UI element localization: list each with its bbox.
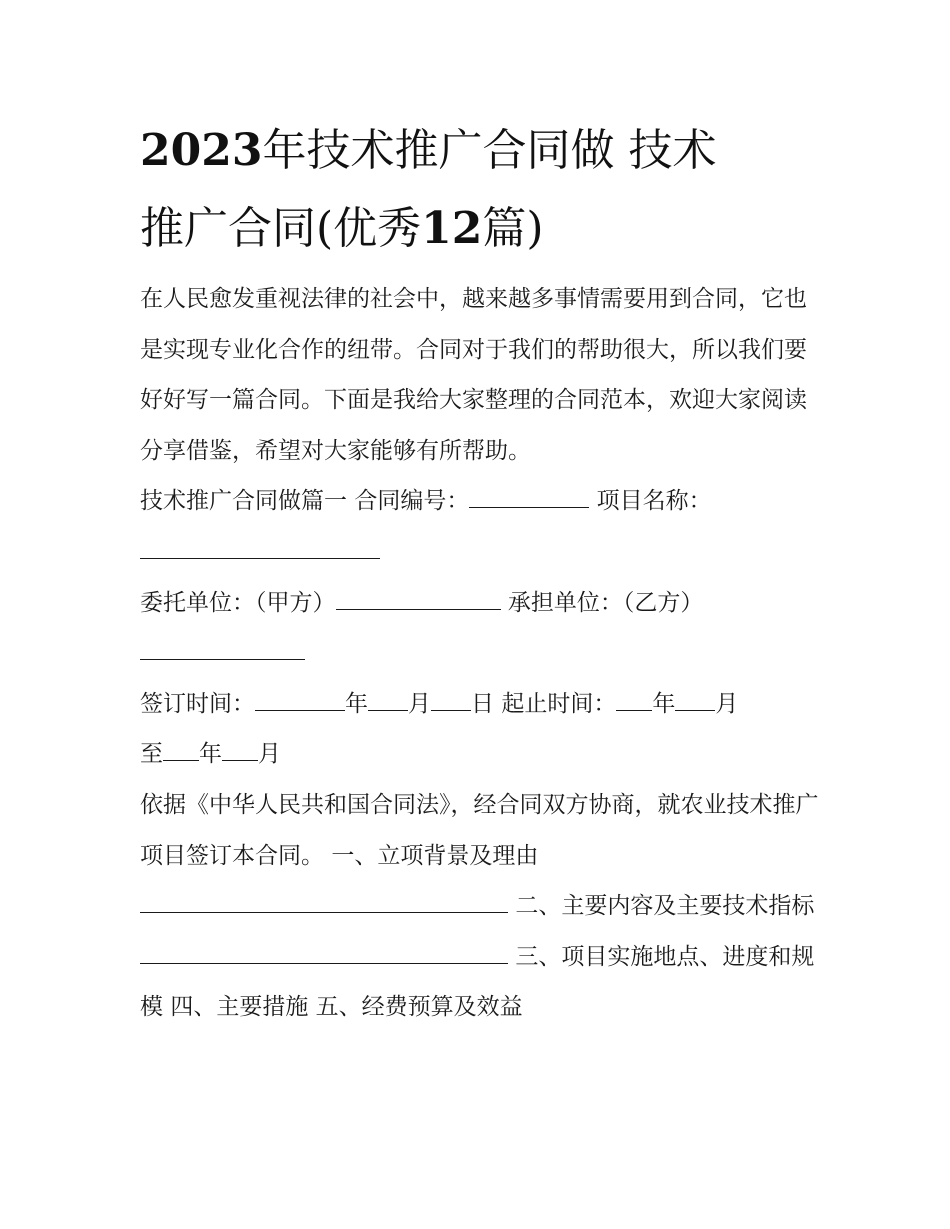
basis-paragraph	[140, 780, 820, 932]
signing-day-unit: 日	[471, 690, 494, 717]
end-month-blank[interactable]	[222, 740, 258, 761]
section-3-heading: 三、项目实施地点、进度和规模	[140, 943, 815, 1021]
signing-year-blank[interactable]	[255, 690, 345, 711]
section-2-heading: 二、主要内容及主要技术指标	[515, 893, 815, 920]
sections-paragraph	[140, 932, 820, 1033]
title-count: 12	[421, 203, 483, 254]
project-name-blank[interactable]	[140, 538, 380, 559]
dates-paragraph	[140, 679, 820, 780]
title-line1-text: 年技术推广合同做 技术	[262, 125, 717, 176]
title-year: 2023	[140, 125, 263, 176]
intro-paragraph: 在人民愈发重视法律的社会中，越来越多事情需要用到合同，它也是实现专业化合作的纽带。合同对于我们的帮助很大，所以我们要好好写一篇合同。下面是我给大家整理的合同范本，欢迎大家阅读分享借鉴，希望对大家能够有所帮助。	[140, 286, 807, 464]
to-label: 至	[140, 741, 163, 768]
start-month-blank[interactable]	[675, 690, 715, 711]
contract-number-label: 合同编号：	[354, 488, 470, 515]
start-year-unit: 年	[652, 690, 676, 717]
document-title	[140, 112, 820, 268]
contract-header-paragraph	[140, 476, 820, 577]
signing-year-unit: 年	[345, 690, 368, 717]
title-line2-text: 推广合同(优秀	[140, 203, 422, 254]
document-body	[140, 274, 820, 1033]
section-2-blank[interactable]	[140, 943, 508, 964]
section-5-heading: 五、经费预算及效益	[315, 994, 523, 1021]
end-year-unit: 年	[199, 741, 222, 768]
parties-paragraph	[140, 578, 820, 679]
project-name-label: 项目名称：	[596, 488, 712, 515]
client-label: 委托单位：（甲方）	[140, 589, 336, 616]
signing-month-blank[interactable]	[368, 690, 408, 711]
period-label: 起止时间：	[501, 690, 617, 717]
section-1-blank[interactable]	[140, 892, 508, 913]
contract-heading: 技术推广合同做篇一	[140, 488, 347, 515]
section-4-heading: 四、主要措施	[170, 994, 309, 1021]
title-line2-end: 篇)	[482, 203, 544, 254]
signing-day-blank[interactable]	[431, 690, 471, 711]
section-1-heading: 一、立项背景及理由	[331, 842, 539, 869]
client-blank[interactable]	[336, 589, 501, 610]
contract-number-blank[interactable]	[469, 487, 589, 508]
basis-text: 依据《中华人民共和国合同法》，经合同双方协商，就农业技术推广项目签订本合同。	[140, 791, 819, 869]
contractor-blank[interactable]	[140, 639, 305, 660]
end-month-unit: 月	[258, 741, 281, 768]
start-month-unit: 月	[715, 690, 739, 717]
signing-time-label: 签订时间：	[140, 690, 255, 717]
end-year-blank[interactable]	[163, 740, 199, 761]
contractor-label: 承担单位：（乙方）	[507, 589, 704, 616]
signing-month-unit: 月	[408, 690, 431, 717]
start-year-blank[interactable]	[616, 690, 652, 711]
